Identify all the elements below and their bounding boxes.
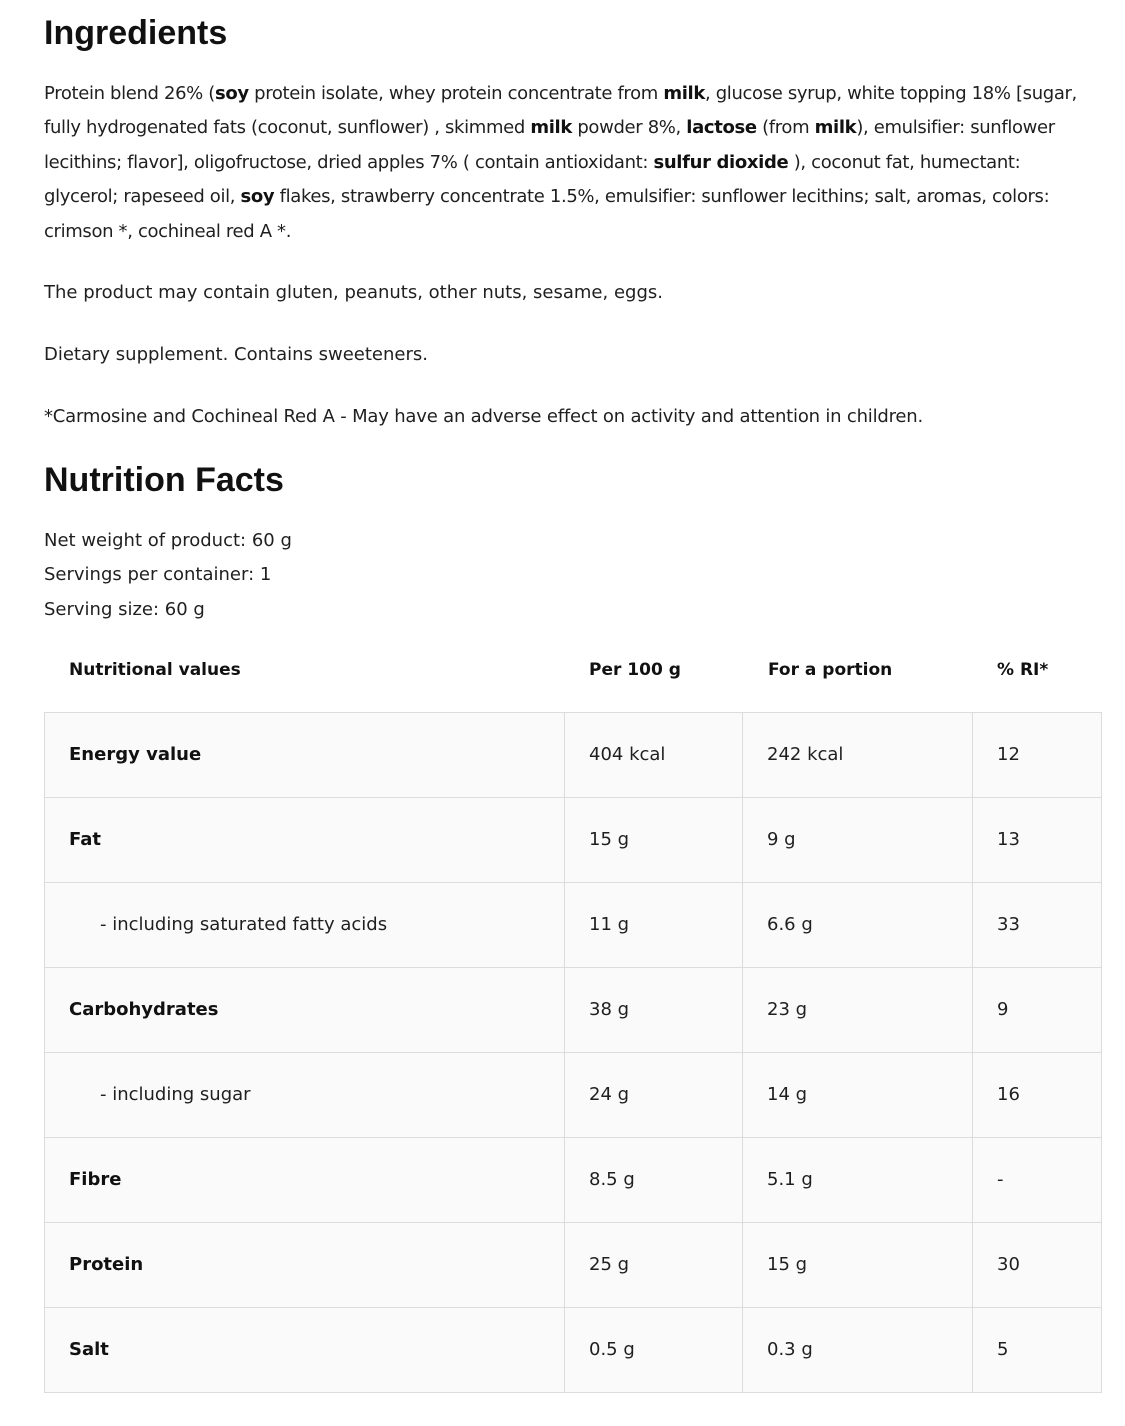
ingredients-text-segment: , glucose syrup, white topping 18% [sugar, fully hydrogenated fats (coconut, sunflower) , skimmed <box>44 83 1077 139</box>
ingredients-text-segment: Protein blend 26% ( <box>44 83 215 104</box>
table-row <box>45 1053 1102 1138</box>
table-row <box>45 883 1102 968</box>
allergen-highlight: sulfur dioxide <box>653 151 789 173</box>
per-100g-value: 404 kcal <box>565 713 743 798</box>
nutrient-label: Protein <box>45 1223 565 1308</box>
ingredients-text-segment: ), emulsifier: sunflower lecithins; flavor], oligofructose, dried apples 7% ( contain antioxidant: <box>44 117 1055 173</box>
table-row <box>45 1138 1102 1223</box>
portion-value: 14 g <box>743 1053 973 1138</box>
ri-value: 12 <box>973 713 1102 798</box>
ingredients-heading: Ingredients <box>44 14 228 52</box>
allergen-highlight: milk <box>814 117 857 139</box>
nutrition-facts-heading: Nutrition Facts <box>44 461 284 499</box>
allergen-notice: The product may contain gluten, peanuts, other nuts, sesame, eggs. <box>44 282 663 303</box>
nutrient-label: Salt <box>45 1308 565 1393</box>
portion-value: 5.1 g <box>743 1138 973 1223</box>
per-100g-value: 15 g <box>565 798 743 883</box>
ingredients-text-segment: ), coconut fat, humectant: glycerol; rapeseed oil, <box>44 151 1021 208</box>
table-row <box>45 1223 1102 1308</box>
per-100g-value: 25 g <box>565 1223 743 1308</box>
per-100g-value: 8.5 g <box>565 1138 743 1223</box>
ingredients-text-segment: protein isolate, whey protein concentrate from <box>248 83 664 104</box>
ingredients-text-segment: powder 8%, <box>571 117 687 139</box>
allergen-highlight: lactose <box>686 117 757 139</box>
net-weight: Net weight of product: 60 g <box>44 530 292 551</box>
supplement-notice: Dietary supplement. Contains sweeteners. <box>44 344 428 365</box>
allergen-highlight: soy <box>214 83 249 104</box>
per-100g-value: 11 g <box>565 883 743 968</box>
allergen-highlight: milk <box>530 117 572 139</box>
portion-value: 15 g <box>743 1223 973 1308</box>
nutrient-label: Energy value <box>45 713 565 798</box>
table-row <box>45 798 1102 883</box>
ri-value: 16 <box>973 1053 1102 1138</box>
ingredients-text-segment: (from <box>756 117 815 139</box>
ri-value: - <box>973 1138 1102 1223</box>
nutrient-label: Fat <box>45 798 565 883</box>
table-row <box>45 1308 1102 1393</box>
ingredients-text-segment: flakes, strawberry concentrate 1.5%, emulsifier: sunflower lecithins; salt, aromas, colors: crimson *, cochineal red A *. <box>44 186 1050 242</box>
portion-value: 6.6 g <box>743 883 973 968</box>
ri-value: 13 <box>973 798 1102 883</box>
portion-value: 0.3 g <box>743 1308 973 1393</box>
ri-value: 33 <box>973 883 1102 968</box>
allergen-highlight: milk <box>663 83 705 104</box>
ri-value: 5 <box>973 1308 1102 1393</box>
nutrition-table-header <box>44 650 1102 690</box>
portion-value: 9 g <box>743 798 973 883</box>
nutrient-label: - including sugar <box>45 1053 565 1138</box>
colorant-warning: *Carmosine and Cochineal Red A - May have an adverse effect on activity and attention in children. <box>44 406 924 427</box>
per-100g-value: 38 g <box>565 968 743 1053</box>
portion-value: 23 g <box>743 968 973 1053</box>
allergen-highlight: soy <box>240 186 275 208</box>
table-row <box>45 968 1102 1053</box>
per-100g-value: 24 g <box>565 1053 743 1138</box>
serving-info <box>44 524 1094 627</box>
per-100g-value: 0.5 g <box>565 1308 743 1393</box>
ingredients-list <box>44 77 1094 249</box>
table-row <box>45 713 1102 798</box>
header-ri: % RI* <box>997 660 1049 680</box>
nutrition-table <box>44 712 1102 1393</box>
servings-per-container: Servings per container: 1 <box>44 564 272 586</box>
portion-value: 242 kcal <box>743 713 973 798</box>
ri-value: 30 <box>973 1223 1102 1308</box>
nutrient-label: - including saturated fatty acids <box>45 883 565 968</box>
nutrient-label: Fibre <box>45 1138 565 1223</box>
serving-size: Serving size: 60 g <box>44 598 205 620</box>
header-per-100g: Per 100 g <box>589 660 681 680</box>
header-nutritional-values: Nutritional values <box>69 660 241 680</box>
nutrient-label: Carbohydrates <box>45 968 565 1053</box>
ri-value: 9 <box>973 968 1102 1053</box>
header-for-a-portion: For a portion <box>768 660 893 680</box>
